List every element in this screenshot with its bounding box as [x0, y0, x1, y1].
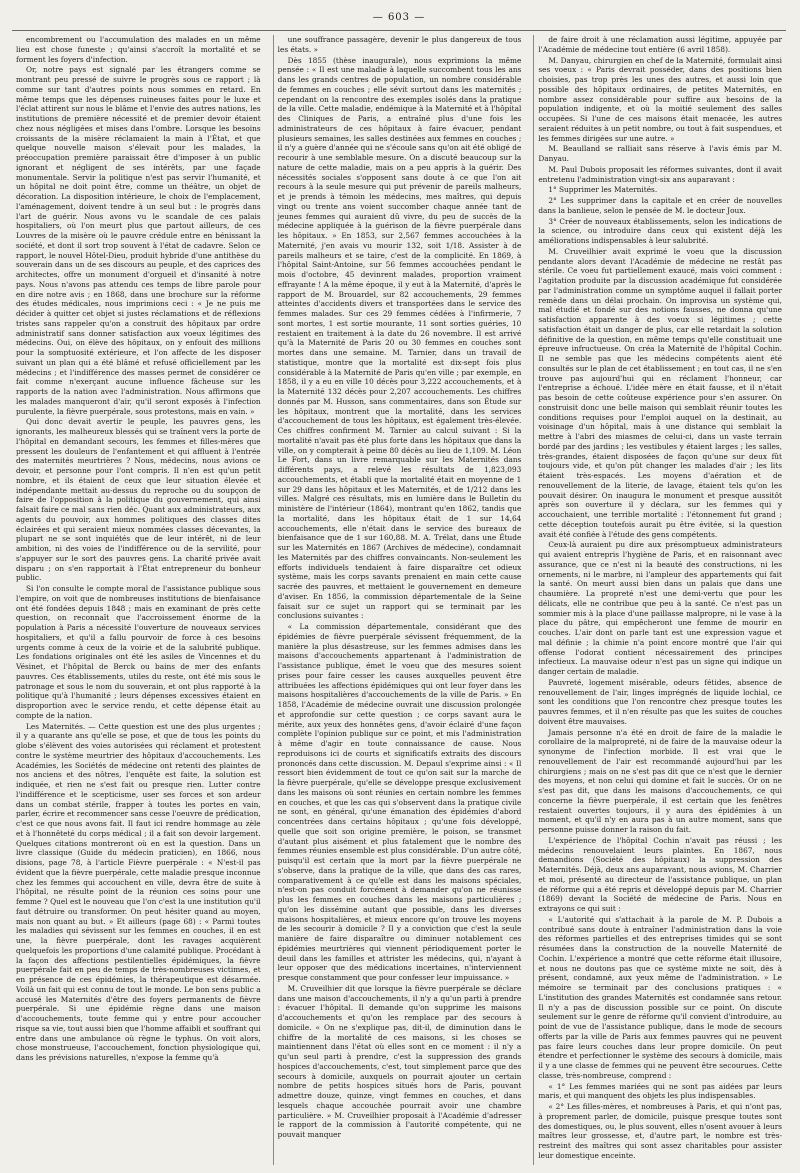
paragraph: Jamais personne n'a été en droit de faire de la maladie le corollaire de la malpropreté, ni de faire de la mauvaise odeur la synonyme de l'infection morbide. Il est vrai que le renouvellement de l'air est recommandé aujourd'hui par les chirurgiens ; mais on ne s'est pas dit que ce n'est que le dernier des moyens, et non celui qui domine et fait le succès. Or on ne s'est pas dit, que dans les maisons d'accouchements, ce qui concerne la fièvre puerpérale, il est certain que les fenêtres restaient ouvertes toujours, il y aura des épidémies à un moment, et qu'il n'y en aura pas à un autre moment, sans que personne puisse donner la raison du fait.	[538, 727, 782, 834]
paragraph: 3° Créer de nouveaux établissements, selon les indications de la science, ou introduire dans ceux qui existent déjà les améliorations indispensables à leur salubrité.	[538, 216, 782, 245]
paragraph: Ceux-là auraient pu dire aux présomptueux administrateurs qui avaient entrepris l'hygiène de Paris, et en raisonnant avec assurance, que ce n'est ni la beauté des constructions, ni les ornements, ni le marbre, ni l'ampleur des appartements qui fait la santé. On meurt aussi bien dans un palais que dans une chaumière. La propreté n'est une demi-vertu que pour les délicats, elle ne contribue que peu à la santé. Ce n'est pas un sommier mis à la place d'une paillasse malpropre, ni le vase à la place du pâtre, qui empêcheront une femme de mourir en couches. L'air dont on parle tant est une expression vague et mal définie ; la chimie n'a point encore montré que l'air qui offense l'odorat contient nécessairement des principes infectieux. La mauvaise odeur n'est pas un signe qui indique un danger certain de maladie.	[538, 540, 782, 676]
paragraph: encombrement ou l'accumulation des malades en un même lieu est chose funeste ; qu'ainsi s'accroît la mortalité et se forment les foyers d'infection.	[16, 35, 261, 64]
paragraph: 1° Supprimer les Maternités.	[548, 185, 658, 195]
paragraph: « La commission départementale, considérant que des épidémies de fièvre puerpérale sévissent fréquemment, de la manière la plus désastreuse, sur les femmes admises dans les maisons d'accouchements appartenant à l'administration de l'assistance publique, émet le voeu que des mesures soient prises pour faire cesser les causes auxquelles peuvent être attribuées les affections épidémiques qui ont leur foyer dans les maisons hospitalières d'accouchements de la ville de Paris. » En 1858, l'Académie de médecine ouvrait une discussion prolongée et approfondie sur cette question ; ce corps savant aura le mérite, aux yeux des honnêtes gens, d'avoir éclairé d'une façon complète l'opinion publique sur ce point, et mis l'administration à même d'agir en toute connaissance de cause. Nous reproduisons ici de courts et significatifs extraits des discours prononcés dans cette discussion. M. Depaul s'exprime ainsi : « Il ressort bien évidemment de tout ce qu'on sait sur la marche de la fièvre puerpérale, qu'elle se développe presque exclusivement dans les maisons où sont réunies en certain nombre les femmes en couches, et que les cas qui s'observent dans la pratique civile ne sont, en général, qu'une émanation des épidémies d'abord concentrées dans certains hôpitaux ; qu'une fois développé, quelle que soit son origine première, le poison, se transmet d'autant plus aisément et plus fatalement que le nombre des femmes réunies ensemble est plus considérable. D'un autre côté, puisqu'il est certain que la mort par la fièvre puerpérale ne s'observe, dans la pratique de la ville, que dans des cas rares, comparativement à ce qu'elle est dans les maisons spéciales, n'est-on pas conduit forcément à demander qu'on ne réunisse plus les femmes en couches dans les maisons particulières ; qu'on les dissémine autant que possible, dans les diverses maisons hospitalières, et mieux encore qu'on trouve les moyens de les secourir à domicile ? Il y a conviction que c'est la seule manière de faire disparaître ou diminuer notablement ces épidémies meurtrières qui viennent périodiquement porter le deuil dans les familles et attrister les médecins, qui, n'ayant à leur opposer que des médications incertaines, n'interviennent presque constamment que pour confesser leur impuissance. »	[277, 622, 522, 982]
paragraph: Les Maternités. — Cette question est une des plus urgentes ; il y a quarante ans qu'elle se pose, et que de tous les points du globe s'élèvent des voies autorisées qui réclament et protestent contre le système meurtrier des hôpitaux d'accouchements. Les Académies, les Sociétés de médecine ont retenti des plaintes de nos anciens et des nôtres, l'enquête est faite, la solution est indiquée, et rien ne s'est fait ou presque rien. Lutter contre l'indifférence et le scepticisme, user ses forces et son ardeur dans un combat stérile, frapper à toutes les portes en vain, parler, écrire et recommencer sans cesse l'oeuvre de prédication, c'est ce que nous avons fait. Il faut ici rendre hommage au zèle et à l'honnêteté du corps médical ; il a fait son devoir largement. Quelques citations montreront où en est la question. Dans un livre classique (Guide du médecin praticien), en 1866, nous disions, page 78, à l'article Fièvre puerpérale : « N'est-il pas évident que la fièvre puerpérale, cette maladie presque inconnue chez les femmes qui accouchent en ville, devra être de suite à l'hôpital, ne résulte point de la réunion ces soins pour une femme ? Quel est le nouveau que l'on c'est la une institution qu'il faut détruire ou transformer. On peut hésiter quand au moyen, mais non quant au but. » Et ailleurs (page 68) : « Parmi toutes les maladies qui sévissent sur les femmes en couches, il en est une, la fièvre puerpérale, dont les ravages acquièrent quelquefois les proportions d'une calamité publique. Procédant à la façon des affections pestilentielles épidémiques, la fièvre puerpérale fait en peu de temps de très-nombreuses victimes, et en présence de ces épidémies, la thérapeutique est désarmée. Voilà un fait qui est connu de tout le monde. Le bon sens public a accusé les Maternités d'être des foyers permanents de fièvre puerpérale. Si une épidémie règne dans une maison d'accouchements, toute femme qui y entre pour accoucher risque sa vie, tout aussi bien que l'homme affaibli et souffrant qui entre dans une ambulance où règne le typhus. On voit alors, chose monstrueuse, l'accouchement, fonction physiologique qui, dans les prévisions naturelles, n'expose la femme qu'à	[16, 721, 261, 1062]
paragraph: de faire droit à une réclamation aussi légitime, appuyée par l'Académie de médecine tout entière (6 avril 1858).	[538, 35, 782, 54]
paragraph: 2° Les supprimer dans la capitale et en créer de nouvelles dans la banlieue, selon le pensée de M. le docteur Joux.	[538, 196, 782, 215]
paragraph: « L'autorité qui s'attachait à la parole de M. P. Dubois a contribué sans doute à entraîner l'administration dans la voie des réformes partielles et des entreprises timides qui se sont résumées dans la construction de la nouvelle Maternité de Cochin. L'expérience a montré que cette réforme était illusoire, et nous ne doutons pas que ce système mixte ne soit, dès à présent, condamné, aux yeux même de l'administration. » Le mémoire se terminait par des conclusions pratiques : « L'institution des grandes Maternités est condamnée sans retour. Il n'y a pas de discussion possible sur ce point. On discute seulement sur le genre de réforme qu'il convient d'introduire, au point de vue de l'assistance publique, dans le mode de secours offerts par la ville de Paris aux femmes pauvres qui ne peuvent pas faire leurs couches dans leur propre domicile. On peut étendre et perfectionner le système des secours à domicile, mais il y a une classe de femmes qui ne peuvent être secourues. Cette classe, très-nombreuse, comprend :	[538, 914, 782, 1080]
paragraph: « 2° Les filles-mères, et nombreuses à Paris, et qui n'ont pas, à proprement parler, de domicile, puisque presque toutes sont des domestiques, ou, le plus souvent, elles n'osent avouer à leurs maîtres leur grossesse, et, d'autre part, le nombre est très-restreint des maîtres qui sont assez charitables pour assister leur domestique enceinte.	[538, 1102, 782, 1160]
paragraph: Or, notre pays est signalé par les étrangers comme se montrant peu pressé de suivre le progrès sous ce rapport ; là comme sur tant d'autres points nous sommes en retard. En même temps que les dépenses ruineuses faites pour le luxe et l'éclat attirent sur nous le blâme et l'envie des autres nations, les institutions de première nécessité et de premier devoir étaient chez nous négligées et mises dans l'ombre. Lorsque les besoins croissants de la misère réclamaient la main à l'État, et que quelque nouvelle maison s'élevait pour les malades, la préoccupation première paraissait être d'imposer à un public ignorant et négligent de ses intérêts, par une façade monumentale. Servir la politique n'est pas servir l'humanité, et un hôpital ne doit point être, comme un théâtre, un objet de décoration. La disposition intérieure, le choix de l'emplacement, l'aménagement, doivent tendre à un seul but : le progrès dans l'art de guérir. Nous avons vu le scandale de ces palais hospitaliers, où l'on meurt plus que partout ailleurs, de ces Louvres de la misère où le pauvre crédule entre en bénissant la société, et dont il sort trop souvent à l'état de cadavre. Selon ce rapport, le nouvel Hôtel-Dieu, produit hybride d'une antithèse du souverain dans un de ses discours au peuple, et des caprices des architectes, offre un monument d'orgueil et d'insanité à notre pays. Nous n'avons pas attendu ces temps de libre parole pour en dire notre avis ; en 1868, dans une brochure sur la réforme des études médicales, nous imprimions ceci : « Je ne puis me décider à quitter cet objet si justes réclamations et de réflexions tristes sans rappeler qu'on a construit des hôpitaux par ordre administratif sans donner satisfaction aux voeux légitimes des médecins. Oui, on élève des hôpitaux, on y enfouit des millions pour la somptuosité extérieure, et l'on affecte de les disposer suivant un plan qui a été blâmé et refusé officiellement par les médecins ; et l'indifférence des masses permet de considérer ce fait comme n'exerçant aucune influence fâcheuse sur les rapports de la nation avec l'administration. Nous affirmons que les malades manqueront d'air, qu'il seront exposés à l'infection purulente, la fièvre puerpérale, sous protestons, mais en vain. »	[16, 65, 261, 416]
paragraph: L'expérience de l'hôpital Cochin n'avait pas réussi ; les médecins renouvelaient leurs plaintes. En 1867, nous demandions (Société des hôpitaux) la suppression des Maternités. Déjà, deux ans auparavant, nous avions, M. Charrier et moi, présenté au directeur de l'assistance publique, un plan de réforme qui a été repris et développé depuis par M. Charrier (1869) devant la Société de médecine de Paris. Nous en extrayons ce qui suit :	[538, 835, 782, 913]
paragraph: M. Paul Dubois proposait les réformes suivantes, dont il avait entretenu l'administration vingt-six ans auparavant :	[538, 164, 782, 184]
paragraph: M. Beaulland se ralliait sans réserve à l'avis émis par M. Danyau.	[538, 144, 782, 163]
paragraph: Dès 1855 (thèse inaugurale), nous exprimions la même pensée : « Il est une maladie à laquelle succombent tous les ans dans les grands centres de population, un nombre considérable de femmes en couches ; elle sévit surtout dans les maternités ; cependant on la rencontre des exemples isolés dans la pratique de la ville. Cette maladie, endémique à la Maternité et à l'hôpital des Cliniques de Paris, a entraîné plus d'une fois les administrateurs de ces hôpitaux à faire évacuer, pendant plusieurs semaines, les salles destinées aux femmes en couches ; il n'y a guère d'année qui ne s'écoule sans qu'on ait été obligé de recourir à une semblable mesure. On a discuté beaucoup sur la nature de cette maladie, mais on a peu appris à la guérir. Des nécessités sociales s'opposent sans doute à ce que l'on ait recours à la seule mesure qui put prévenir de pareils malheurs, et je prends à témoin les médecins, mes maîtres, qui depuis vingt ou trente ans voient succomber chaque année tant de jeunes femmes qui auraient dû vivre, du peu de succès de la médecine appliquée à la guérison de la fièvre puerpérale dans les hôpitaux. » En 1853, sur 2,567 femmes accouchées à la Maternité, j'en avais vu mourir 132, soit 1/18. Assister à de pareils malheurs et se taire, c'est de la complicité. En 1869, à l'hôpital Saint-Antoine, sur 56 femmes accouchées pendant le mois d'octobre, 45 devinrent malades, proportion vraiment effrayante ! A la même époque, il y eut à la Maternité, d'après le rapport de M. Brouardel, sur 82 accouchements, 29 femmes atteintes d'accidents divers et transportées dans le service des femmes malades. Sur ces 29 femmes cédées à l'infirmerie, 7 sont mortes, 1 est sortie mourante, 11 sont sorties guéries, 10 restaient en traitement à la date du 26 novembre. Il est arrivé qu'à la Maternité de Paris 20 ou 30 femmes en couches sont mortes dans une semaine. M. Tarnier, dans un travail de statistique, montre que la mortalité est dix-sept fois plus considérable à la Maternité de Paris qu'en ville ; par exemple, en 1858, il y a eu en ville 10 décès pour 3,222 accouchements, et à la Maternité 132 décès pour 2,207 accouchements. Les chiffres donnés par M. Husson, sans commentaires, dans son Étude sur les hôpitaux, montrent que la mortalité, dans les services d'accouchement de tous les hôpitaux, est également très-élevée. Ces chiffres confirment M. Tarnier au calcul suivant : Si la mortalité n'avait pas été plus forte dans les hôpitaux que dans la ville, on y compterait à peine 80 décès au lieu de 1,109. M. Léon Le Fort, dans un livre remarquable sur les Maternités dans différents pays, a relevé les résultats de 1,823,093 accouchements, et établi que la mortalité était en moyenne de 1 sur 29 dans les hôpitaux et les Maternités, et de 1/212 dans les villes. Malgré ces résultats, mis en lumière dans le Bulletin du ministère de l'intérieur (1864), montrant qu'en 1862, tandis que la mortalité, dans les hôpitaux était de 1 sur 14,64 accouchements, elle n'était dans le service des bureaux de bienfaisance que de 1 sur 160,88. M. A. Trélat, dans une Étude sur les Maternités en 1867 (Archives de médecine), condamnait les Maternités par des chiffres convaincants. Non-seulement les efforts individuels tendaient à faire disparaître cet odieux système, mais les corps savants prenaient en main cette cause sacrée des pauvres, et mettaient le gouvernement en demeure d'aviser. En 1856, la commission départementale de la Seine faisait sur ce sujet un rapport qui se terminait par les conclusions suivantes :	[277, 55, 522, 621]
paragraph: Qui donc devait avertir le peuple, les pauvres gens, les ignorants, les malheureux blessés qui se traînent vers la porte de l'hôpital en demandant secours, les femmes et filles-mères que pressent les douleurs de l'enfantement et qui affluent à l'entrée des maternités meurtrières ? Nous, médecins, nous avions ce devoir, et personne pour l'ont compris. Il n'en est qu'un petit nombre, et ils étaient de ceux que leur situation élevée et indépendante mettait au-dessus du reproche ou du soupçon de faire de l'opposition à la politique du gouvernement, qui ainsi falsait faire ce mal sans rien déc. Quant aux administrateurs, aux agents du pouvoir, aux hommes politiques des classes dites éclairées et qui seraient mieux nommées classes décevantes, la plupart ne se sont inquiétés que de leur intérêt, ni de leur ambition, ni des voies de l'indifférence ou de la servilité, pour s'appuyer sur le sort des pauvres gens. La charité privée avait disparu ; on s'en rapportait à l'État entrepreneur du bonheur public.	[16, 417, 261, 583]
paragraph: Pauvreté, logement misérable, odeurs fétides, absence de renouvellement de l'air, linges imprégnés de liquide lochial, ce sont les conditions que l'on rencontre chez presque toutes les pauvres femmes, et il n'en résulte pas que les suites de couches doivent être mauvaises.	[538, 677, 782, 726]
paragraph: Si l'on consulte le compte moral de l'assistance publique sous l'empire, on voit que de nombreuses institutions de bienfaisance ont été fondées depuis 1848 ; mais en examinant de près cette question, on reconnaît que l'accroissement énorme de la population à Paris a nécessité l'ouverture de nouveaux services hospitaliers, et qu'il a fallu pourvoir de force à ces besoins urgents comme à ceux de la voirie et de la salubrité publique. Les fondations originales ont été les asiles de Vincennes et du Vésinet, et l'hôpital de Berck ou bains de mer des enfants pauvres. Ces établissements, utiles du reste, ont été mis sous le patronage et sous le nom du souverain, et ont plus rapporté à la politique qu'à l'humanité ; leurs dépenses excessives étaient en disproportion avec le service rendu, et cette dépense était au compte de la nation.	[16, 584, 261, 720]
text-columns	[12, 35, 786, 1165]
paragraph: M. Cruveilhier dit que lorsque la fièvre puerpérale se déclare dans une maison d'accouchements, il n'y a qu'un parti à prendre : évacuer l'hôpital. Il demande qu'on supprime les maisons d'accouchements et qu'on les remplace par des secours à domicile. « On ne s'explique pas, dit-il, de diminution dans le chiffre de la mortalité de ces maisons, si les choses se maintiennent dans l'état où elles sont en ce moment : il n'y a qu'un seul parti à prendre, c'est la suppression des grands hospices d'accouchements, c'est, tout simplement parce que des secours à domicile, auxquels on pourrait ajouter un certain nombre de petits hospices situés hors de Paris, pouvant admettre douze, quinze, vingt femmes en couches, et dans lesquels chaque accouchée pourrait avoir une chambre particulière. » M. Cruveilhier proposait à l'Académie d'adresser le rapport de la commission à l'autorité compétente, qui ne pouvait manquer	[277, 983, 522, 1139]
paragraph: M. Cruveilhier avait exprimé le voeu que la discussion pendante alors devant l'Académie de médecine ne restât pas stérile. Ce voeu fut partiellement exaucé, mais voici comment : l'agitation produite par la discussion académique fut considérée par l'administration comme un symptôme auquel il fallait porter remède dans un délai prochain. On improvisa un système qui, mal étudié et fondé sur des notions fausses, ne donna qu'une satisfaction apparente à des voeux si légitimes ; cette satisfaction était un danger de plus, car elle retardait la solution définitive de la question, en même temps qu'elle constituait une épreuve infructueuse. On créa la Maternité de l'hôpital Cochin. Il ne semble pas que les médecins compétents aient été consultés sur le plan de cet établissement ; en tout cas, il ne s'en trouve pas aujourd'hui qui en réclament l'honneur, car l'entreprise a échoué. L'idée mère en était fausse, et il n'était pas besoin de cette coûteuse expérience pour s'en assurer. On construisit donc une belle maison qui semblait réunir toutes les conditions requises pour l'emploi auquel on la destinait, au voisinage d'un hôpital, mais à une distance qui semblait la mettre à l'abri des miasmes de celui-ci, dans un vaste terrain bordé par des jardins ; les vestibules y étaient larges ; les salles, très-grandes, étaient disposées de façon qu'une sur deux fût toujours vide, et qu'on pût changer les malades d'air ; les lits étaient très-espacés. Les moyens d'aération et de renouvellement de la literie, de lavage, étaient tels qu'on les pouvait désirer. On inaugura le monument et presque aussitôt après son ouverture il y déclara, sur les femmes qui y accouchaient, une terrible mortalité : l'étonnement fut grand ; cette déception toutefois aurait pu être évitée, si la question avait été confiée à l'étude des gens compétents.	[538, 246, 782, 539]
paragraph: une souffrance passagère, devenir le plus dangereux de tous les états. »	[277, 35, 522, 54]
column-right	[533, 35, 786, 1165]
column-middle	[273, 35, 526, 1165]
page-number: — 603 —	[372, 12, 426, 23]
paragraph: M. Danyau, chirurgien en chef de la Maternité, formulait ainsi ses voeux : « Paris devrait posséder, dans des positions bien choisies, pas trop près les unes des autres, et aussi loin que possible des hôpitaux ordinaires, de petites Maternités, en nombre assez considérable pour suffire aux besoins de la population indigente, et où la moitié seulement des salles occupées. Si l'une de ces maisons était menacée, les autres seraient réduites à un petit nombre, ou tout à fait suspendues, et les femmes dirigées sur une autre. »	[538, 55, 782, 143]
paragraph: « 1° Les femmes mariées qui ne sont pas aidées par leurs maris, et qui manquent des objets les plus indispensables.	[538, 1081, 782, 1101]
page-header	[12, 10, 786, 31]
column-left	[12, 35, 265, 1165]
